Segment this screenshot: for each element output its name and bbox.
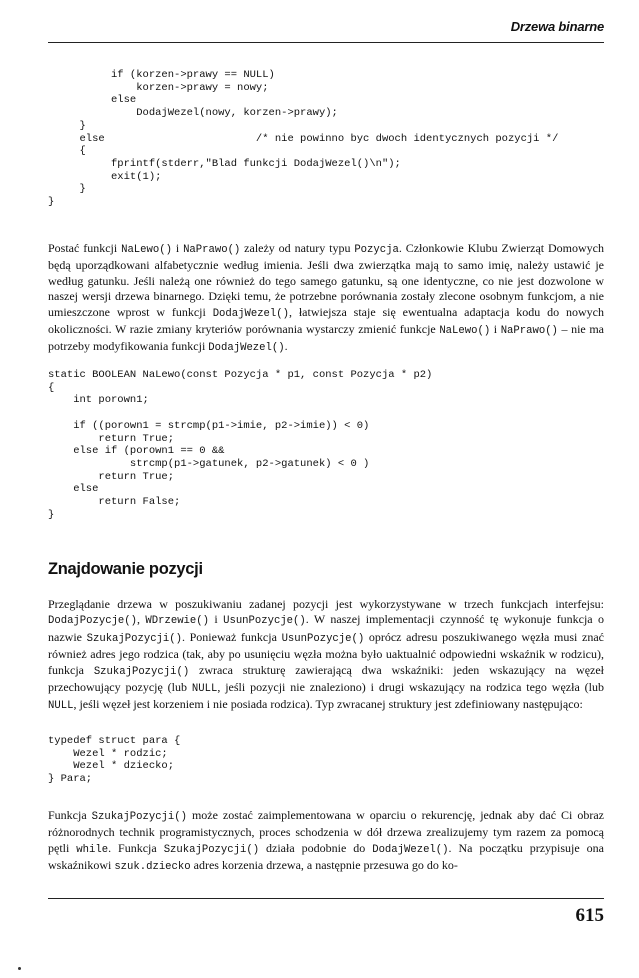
inline-code: NaLewo() bbox=[439, 325, 491, 338]
code-block-para-struct: typedef struct para { Wezel * rodzic; Wezel * dziecko; } Para; bbox=[48, 735, 181, 786]
inline-code: SzukajPozycji() bbox=[91, 811, 187, 823]
paragraph-search-item: Przeglądanie drzewa w poszukiwaniu zadanej pozycji jest wykorzystywane w trzech funkcjach interfejsu: DodajPozycje(), WDrzewie() i UsunPozycje(). W naszej implementacji czynność tę wykonuje funkcja o nazwie SzukajPozycji(). Ponieważ funkcja UsunPozycje() oprócz adresu poszukiwanego węzła musi znać również adres jego rodzica (tak, aby po usunięciu węzła można było uaktualnić odpowiedni wskaźnik w rodzicu), funkcja SzukajPozycji() zwraca strukturę zawierającą dwa wskaźniki: jeden wskazujący na węzeł przechowujący pozycję (lub NULL, jeśli pozycji nie znaleziono) i drugi wskazujący na rodzica tego węzła (lub NULL, jeśli węzeł jest korzeniem i nie posiada rodzica). Typ zwracanej struktury jest zdefiniowany następująco: bbox=[48, 597, 605, 713]
inline-code: UsunPozycje() bbox=[223, 615, 306, 628]
inline-code: NaLewo() bbox=[121, 244, 172, 256]
page-number: 615 bbox=[575, 905, 604, 926]
inline-code: UsunPozycje() bbox=[281, 632, 365, 645]
running-header bbox=[48, 14, 604, 43]
inline-code: NULL bbox=[191, 683, 218, 696]
inline-code: WDrzewie() bbox=[145, 615, 209, 628]
scan-speck bbox=[18, 967, 21, 970]
inline-code: Pozycja bbox=[354, 244, 399, 256]
inline-code: NaPrawo() bbox=[183, 244, 241, 256]
paragraph-comparison-functions: Postać funkcji NaLewo() i NaPrawo() zależy od natury typu Pozycja. Członkowie Klubu Zwierząt Domowych będą uporządkowani alfabetycznie według imienia. Jeśli dwa zwierzątka mają to samo imię, należy ustawić je według gatunku. Jeśli należą one również do tego samego gatunku, są one identyczne, co nie jest dozwolone w naszej wersji drzewa binarnego. Dzięki temu, że potrzebne porównania zostały zlecone osobnym funkcjom, a nie umieszczone wprost w funkcji DodajWezel(), łatwiejsza staje się ewentualna adaptacja kodu do nowych okoliczności. W razie zmiany kryteriów porównania wystarczy zmienić funkcje NaLewo() i NaPrawo() – nie ma potrzeby modyfikowania funkcji DodajWezel(). bbox=[48, 241, 604, 355]
inline-code: NULL bbox=[48, 700, 74, 713]
inline-code: DodajWezel() bbox=[208, 342, 285, 355]
code-block-nalewo: static BOOLEAN NaLewo(const Pozycja * p1, const Pozycja * p2) { int porown1; if ((porown1 = strcmp(p1->imie, p2->imie)) < 0) return True; else if (porown1 == 0 && strcmp(p1->gatunek, p2->gatunek) < 0 ) return True; else return False; } bbox=[48, 369, 433, 521]
inline-code: DodajWezel() bbox=[372, 843, 449, 856]
code-block-add-node-end: if (korzen->prawy == NULL) korzen->prawy = nowy; else DodajWezel(nowy, korzen->prawy); } else /* nie powinno byc dwoch identycznych pozycji */ { fprintf(stderr,"Blad funkcji DodajWezel()\n"); exit(1); } } bbox=[48, 69, 559, 209]
inline-code: SzukajPozycji() bbox=[163, 843, 260, 856]
inline-code: SzukajPozycji() bbox=[93, 665, 190, 678]
header-title: Drzewa binarne bbox=[510, 19, 604, 34]
footer-rule bbox=[48, 898, 604, 899]
inline-code: szuk.dziecko bbox=[114, 861, 191, 874]
section-heading: Znajdowanie pozycji bbox=[48, 560, 203, 578]
paragraph-search-implementation: Funkcja SzukajPozycji() może zostać zaimplementowana w oparciu o rekurencję, jednak aby dać Ci obraz różnorodnych technik programistycznych, proces schodzenia w dół drzewa zrealizujemy tym razem za pomocą pętli while. Funkcja SzukajPozycji() działa podobnie do DodajWezel(). Na początku przypisuje ona wskaźnikowi szuk.dziecko adres korzenia drzewa, a następnie przesuwa go do ko- bbox=[48, 808, 604, 874]
inline-code: NaPrawo() bbox=[500, 325, 558, 338]
inline-code: DodajPozycje() bbox=[48, 615, 138, 628]
inline-code: DodajWezel() bbox=[212, 307, 289, 320]
inline-code: while bbox=[76, 843, 109, 856]
inline-code: SzukajPozycji() bbox=[86, 632, 182, 645]
